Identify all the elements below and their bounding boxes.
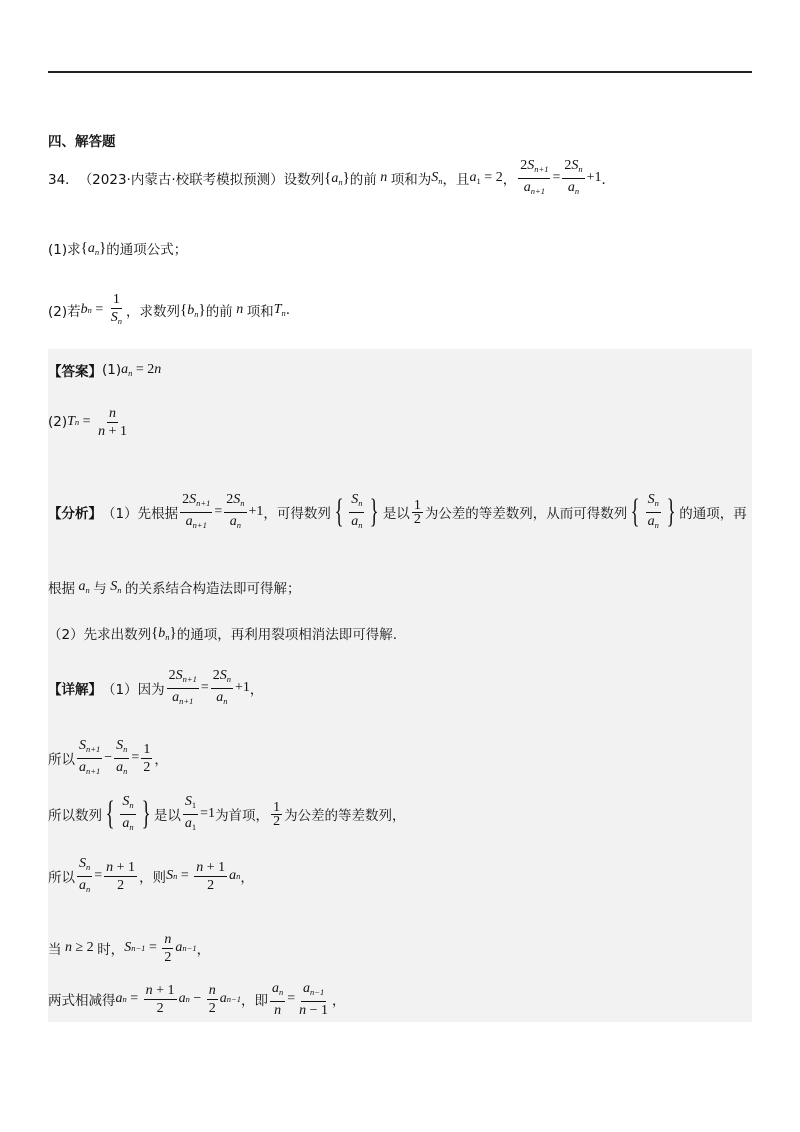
answer-line-2: (2) T n = $\frac{n}{n + 1}$ bbox=[48, 405, 127, 439]
problem-statement: 34． （2023·内蒙古·校联考模拟预测） 设数列 $\{a_n\}$ 的前 n 项和为 $S_n$ ，且 $a_1 = 2$ ， $\frac{2S_{n+1}}{a_{n+1}}$ = $\frac{2S_n}{a_n}$ +1 ． bbox=[48, 158, 615, 198]
detail-line-6: 两式相减得 a n = $\frac{n + 1}{2}$ a n − $\frac{n}{2}$ a n−1 ，即 $\frac{a_n}{n}$ = $\frac{a_{n-1}}{n - 1}$ ， bbox=[48, 980, 346, 1018]
detail-line-2: 所以 $\frac{S_{n+1}}{a_{n+1}}$ − $\frac{S_n}{a_n}$ = $\frac{1}{2}$ ， bbox=[48, 737, 168, 776]
answer-line-1: 【答案】 (1) $a_n = 2n$ bbox=[48, 362, 162, 380]
detail-line-3: 所以数列 { $\frac{S_n}{a_n}$ } 是以 $\frac{S_1}{a_1}$ =1 为首项， $\frac{1}{2}$ 为公差的等差数列， bbox=[48, 793, 406, 832]
analysis-label: 【分析】 bbox=[48, 506, 102, 522]
analysis-line-1: 【分析】 （1）先根据 $\frac{2S_{n+1}}{a_{n+1}}$ = $\frac{2S_n}{a_n}$ +1 ，可得数列 { $\frac{S_n}{a_n}$ } 是以 $\frac{1}{2}$ 为公差的等差数列，从而可得数列 { $\frac{S_n}{a_n}$ } 的通项，再 bbox=[48, 491, 747, 530]
section-title: 四、解答题 bbox=[48, 134, 116, 150]
header-rule bbox=[48, 71, 752, 73]
question-part-1: (1)求 $\{a_n\}$ 的通项公式； bbox=[48, 239, 188, 258]
problem-number: 34． bbox=[48, 172, 79, 188]
detail-line-5: 当 n ≥ 2 时， S n−1 = $\frac{n}{2}$ a n−1 ， bbox=[48, 931, 211, 965]
question-part-2: (2)若 b n = $\frac{1}{S_n}$ ，求数列 $\{b_n\}$ 的前 n 项和 $T_n$ . bbox=[48, 291, 291, 326]
answer-label: 【答案】 bbox=[48, 364, 102, 380]
formula-recurrence: $\frac{2S_{n+1}}{a_{n+1}}$ = $\frac{2S_n}{a_n}$ +1 bbox=[520, 157, 602, 196]
seq-a-n: $\{a_n\}$ bbox=[324, 169, 350, 187]
detail-label: 【详解】 bbox=[48, 682, 102, 698]
detail-line-4: 所以 $\frac{S_n}{a_n}$ = $\frac{n + 1}{2}$ ，则 S n = $\frac{n + 1}{2}$ a n ， bbox=[48, 855, 254, 894]
analysis-line-2: 根据 $a_n$ 与 $S_n$ 的关系结合构造法即可得解； bbox=[48, 579, 301, 597]
formula-a1: $a_1 = 2$ bbox=[469, 170, 503, 186]
detail-line-1: 【详解】 （1）因为 $\frac{2S_{n+1}}{a_{n+1}}$ = $\frac{2S_n}{a_n}$ +1 ， bbox=[48, 667, 264, 706]
analysis-line-3: （2）先求出数列 $\{b_n\}$ 的通项，再利用裂项相消法即可得解. bbox=[48, 624, 398, 643]
problem-source: （2023·内蒙古·校联考模拟预测） bbox=[78, 172, 284, 188]
